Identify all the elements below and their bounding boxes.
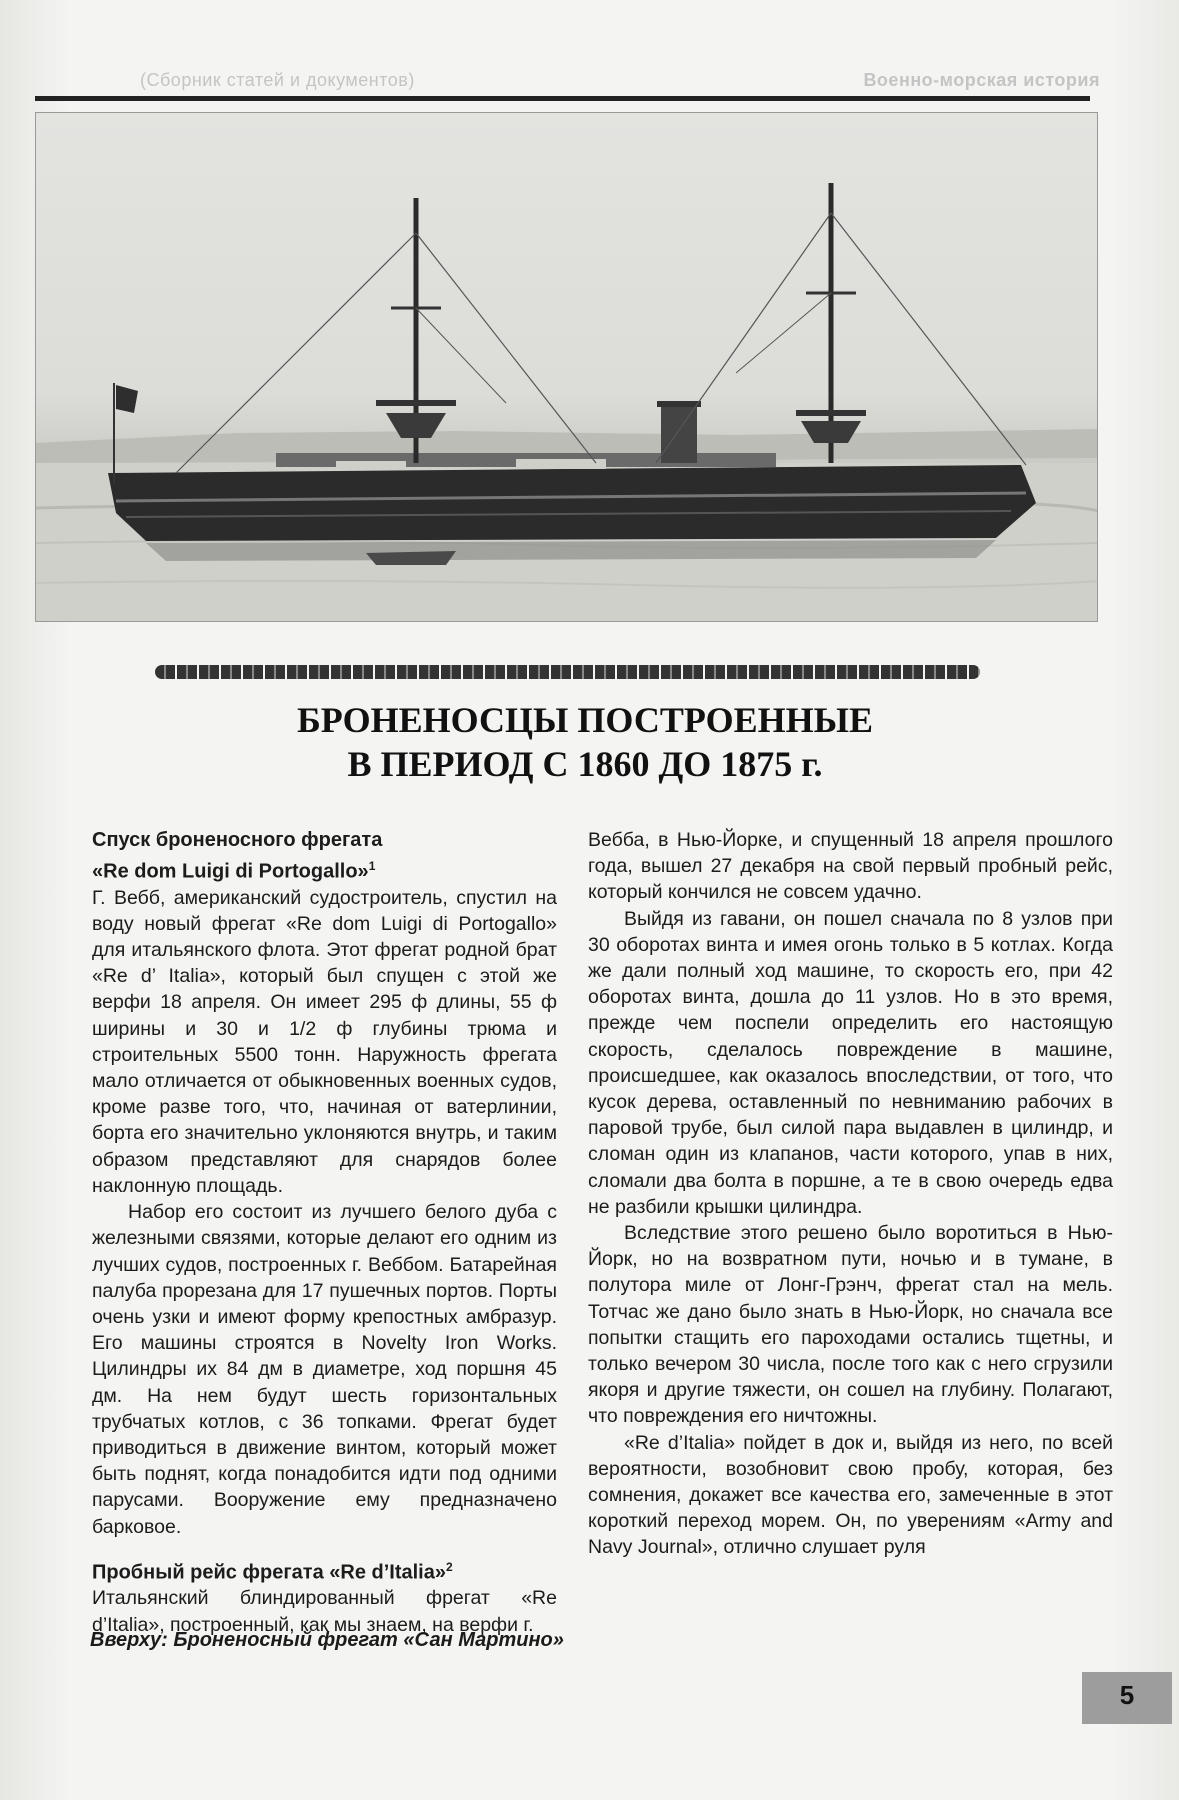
left-column [92,827,557,1638]
title-line-1: БРОНЕНОСЦЫ ПОСТРОЕННЫЕ [297,700,873,740]
section2-heading-text: Пробный рейс фрегата «Re d’Italia» [92,1561,446,1584]
page-title [190,698,980,786]
right-paragraph-1: Вебба, в Нью-Йорке, и спущенный 18 апреля прошлого года, вышел 27 декабря на свой первый пробный рейс, который кончился не совсем удачно. [588,829,1113,904]
section1-heading [92,827,557,885]
title-line-2: В ПЕРИОД С 1860 ДО 1875 г. [347,744,823,784]
running-header [140,70,1100,94]
running-header-right: Военно-морская история [863,70,1100,90]
section1-heading-line1: Спуск броненосного фрегата [92,829,383,851]
right-paragraph-2: Выйдя из гавани, он пошел сначала по 8 узлов при 30 оборотах винта и имея огонь только в 5 котлах. Когда же дали полный ход машине, то скорость его, при 42 оборотах винта, дошла до 11 узлов. Но в это время, прежде чем поспели определить его настоящую скорость, сделалось повреждение в машине, происшедшее, как оказалось впоследствии, от того, что кусок дерева, оставленный по невниманию рабочих в паровой трубе, был силой пара выдавлен в цилиндр, и сломан один из клапанов, части которого, упав в них, сломали два болта в поршне, а те в свою очередь едва не разбили крышки цилиндра. [588,907,1113,1218]
ironclad-frigate-illustration [36,113,1098,622]
photo-caption: Вверху: Броненосный фрегат «Сан Мартино» [90,1629,564,1651]
section1-footnote-mark: 1 [368,859,376,873]
section2-heading [92,1554,557,1586]
right-paragraph-4: «Re d’Italia» пойдет в док и, выйдя из него, по всей вероятности, возобновит свою пробу, которая, без сомнения, докажет все качества его, замеченные в этот короткий переход морем. Он, по уверениям «Army and Navy Journal», отлично слушает руля [588,1431,1113,1559]
right-paragraph-3: Вследствие этого решено было воротиться в Нью-Йорк, но на возвратном пути, ночью и в тумане, в полутора миле от Лонг-Грэнч, фрегат стал на мель. Тотчас же дано было знать в Нью-Йорк, но сначала все попытки стащить его пароходами остались тщетны, и только вечером 30 числа, после того как с него сгрузили якоря и другие тяжести, он сошел на глубину. Полагают, что повреждения его ничтожны. [588,1222,1113,1428]
section2-footnote-mark: 2 [445,1559,453,1574]
section1-paragraph-1: Г. Вебб, американский судостроитель, спустил на воду новый фрегат «Re dom Luigi di Portogallo» для итальянского флота. Этот фрегат родной брат «Re d’ Italia», который был спущен с этой же верфи 18 апреля. Он имеет 295 ф длины, 55 ф ширины и 30 и 1/2 ф глубины трюма и строительных 5500 тонн. Наружность фрегата мало отличается от обыкновенных военных судов, кроме разве того, что, начиная от ватерлинии, борта его значительно уклоняются внутрь, и таким образом представляют для снарядов более наклонную площадь. [92,886,557,1197]
page-number: 5 [1119,1680,1135,1710]
section2-paragraph-1: Итальянский блиндированный фрегат «Re d’Italia», построенный, как мы знаем, на верфи г. [92,1587,557,1636]
running-header-left: (Сборник статей и документов) [140,70,415,90]
section1-heading-line2: «Re dom Luigi di Portogallo» [92,860,369,883]
chain-divider [155,665,980,679]
ship-photo [35,112,1098,622]
section1-paragraph-2: Набор его состоит из лучшего белого дуба с железными связями, которые делают его одним из лучших судов, построенных г. Веббом. Батарейная палуба прорезана для 17 пушечных портов. Порты очень узки и имеют форму крепостных амбразур. Его машины строятся в Novelty Iron Works. Цилиндры их 84 дм в диаметре, ход поршня 45 дм. На нем будут шесть горизонтальных трубчатых котлов, с 36 топками. Фрегат будет приводиться в движение винтом, который может быть поднят, когда понадобится идти под одними парусами. Вооружение ему предназначено барковое. [92,1201,557,1538]
right-column [588,827,1113,1561]
header-rule [35,96,1090,101]
